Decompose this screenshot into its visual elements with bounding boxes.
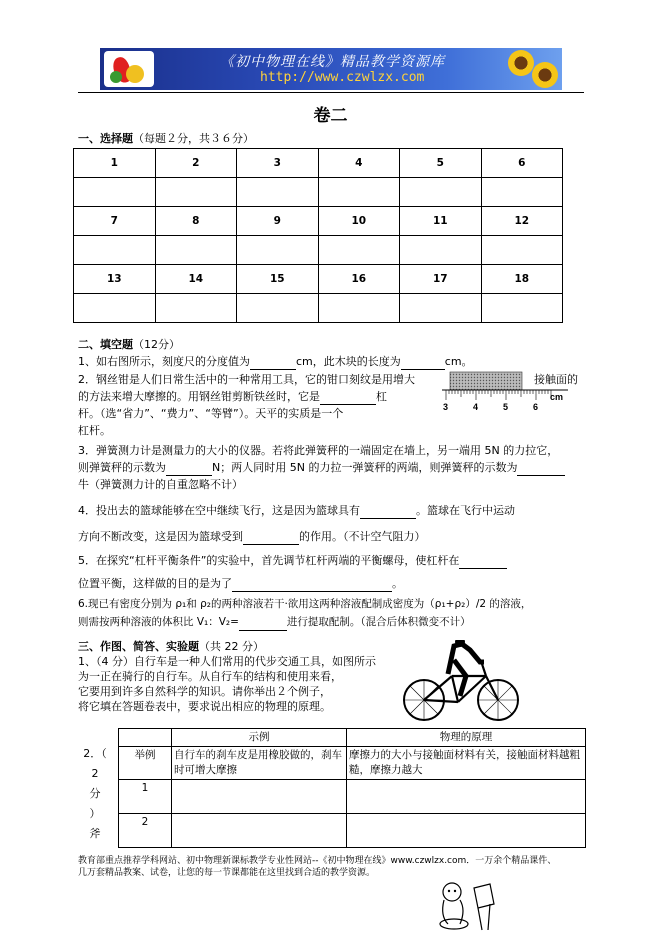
ruler-tick-label: 3 — [443, 402, 449, 412]
table-row: 举例 自行车的刹车皮是用橡胶做的，刹车时可增大摩擦 摩擦力的大小与接触面材料有关，接触面材料越粗糙，摩擦力越大 — [119, 747, 586, 780]
q2-label: 2．（ 2 分 ） 斧 — [83, 747, 107, 840]
grid-answer-row — [74, 178, 563, 207]
ruler-unit: cm — [550, 392, 564, 402]
fill-q4: 4．投出去的篮球能够在空中继续飞行，这是因为篮球具有 。篮球在飞行中运动 — [78, 504, 515, 517]
answer-blank[interactable] — [239, 617, 287, 631]
ruler-figure — [440, 370, 570, 430]
table-header: 示例 — [172, 729, 347, 747]
fill-q2: 2．钢丝钳是人们日常生活中的一种常用工具，它的钳口刻纹是用增大 — [78, 373, 415, 386]
sunflower-icon — [532, 62, 558, 88]
fill-q3: 3．弹簧测力计是测量力的大小的仪器。若将此弹簧秤的一端固定在墙上，另一端用 5N 的力拉它， — [78, 444, 559, 457]
answer-blank[interactable] — [360, 505, 416, 519]
answer-blank[interactable] — [232, 578, 392, 592]
fill-q5: 5．在探究“杠杆平衡条件”的实验中，首先调节杠杆两端的平衡螺母，使杠杆在 — [78, 552, 507, 569]
choice-answer-grid — [73, 148, 563, 323]
ruler-tick-label: 6 — [533, 402, 539, 412]
banner-title: 《初中物理在线》精品教学资源库 — [220, 54, 445, 70]
wooden-block — [450, 372, 522, 390]
banner-url[interactable]: http://www.czwlzx.com — [260, 70, 425, 85]
answer-blank[interactable] — [166, 462, 212, 476]
grid-number-row: 13 14 15 16 17 18 — [74, 265, 563, 294]
site-logo — [104, 51, 154, 87]
answer-blank[interactable] — [243, 531, 299, 545]
table-header: 物理的原理 — [347, 729, 586, 747]
page-title: 卷二 — [313, 106, 348, 126]
grid-answer-row — [74, 294, 563, 323]
answer-blank[interactable] — [401, 356, 445, 370]
answer-table — [118, 728, 586, 848]
bicycle-rider-figure — [400, 640, 524, 724]
fill-q6: 6.现已有密度分别为 ρ₁和 ρ₂的两种溶液若干·欲用这两种溶液配制成密度为（ρ₁+ρ₂）/2 的溶液， — [78, 598, 532, 610]
page-footer: 教育部重点推荐学科网站、初中物理新课标教学专业性网站--《初中物理在线》www.czwlzx.com．一万余个精品课件、 几万套精品教案、试卷，让您的每一节课都能在这里找到合适的教学资源。 — [78, 856, 557, 878]
table-row: 1 — [119, 780, 586, 814]
exp-q1: 1、（4 分）自行车是一种人们常用的代步交通工具，如图所示 为一正在骑行的自行车。从自行车的结构和使用来看， 它要用到许多自然科学的知识。请你举出２个例子， 将它填在答题卷表中，要求说出相应的物理的原理。 — [78, 655, 376, 713]
fill-q1: 1、如右图所示，刻度尺的分度值为 cm，此木块的长度为 cm。 — [78, 355, 473, 368]
answer-blank[interactable] — [250, 356, 296, 370]
table-row: 2 — [119, 814, 586, 848]
sunflower-icon — [508, 50, 534, 76]
grid-number-row: 1 2 3 4 5 6 — [74, 149, 563, 178]
ruler-tick-label: 5 — [503, 402, 509, 412]
header-rule — [78, 92, 584, 93]
answer-blank[interactable] — [459, 555, 507, 569]
site-banner — [100, 48, 562, 90]
answer-blank[interactable] — [320, 391, 376, 405]
section2-heading: 二、填空题（12分） — [78, 338, 180, 351]
section1-heading: 一、选择题（每题２分，共３６分） — [78, 132, 254, 145]
section3-heading: 三、作图、简答、实验题（共 22 分） — [78, 640, 264, 653]
grid-number-row: 7 8 9 10 11 12 — [74, 207, 563, 236]
ruler-tick-label: 4 — [473, 402, 479, 412]
grid-answer-row — [74, 236, 563, 265]
answer-blank[interactable] — [517, 462, 565, 476]
cartoon-figure — [430, 880, 500, 934]
